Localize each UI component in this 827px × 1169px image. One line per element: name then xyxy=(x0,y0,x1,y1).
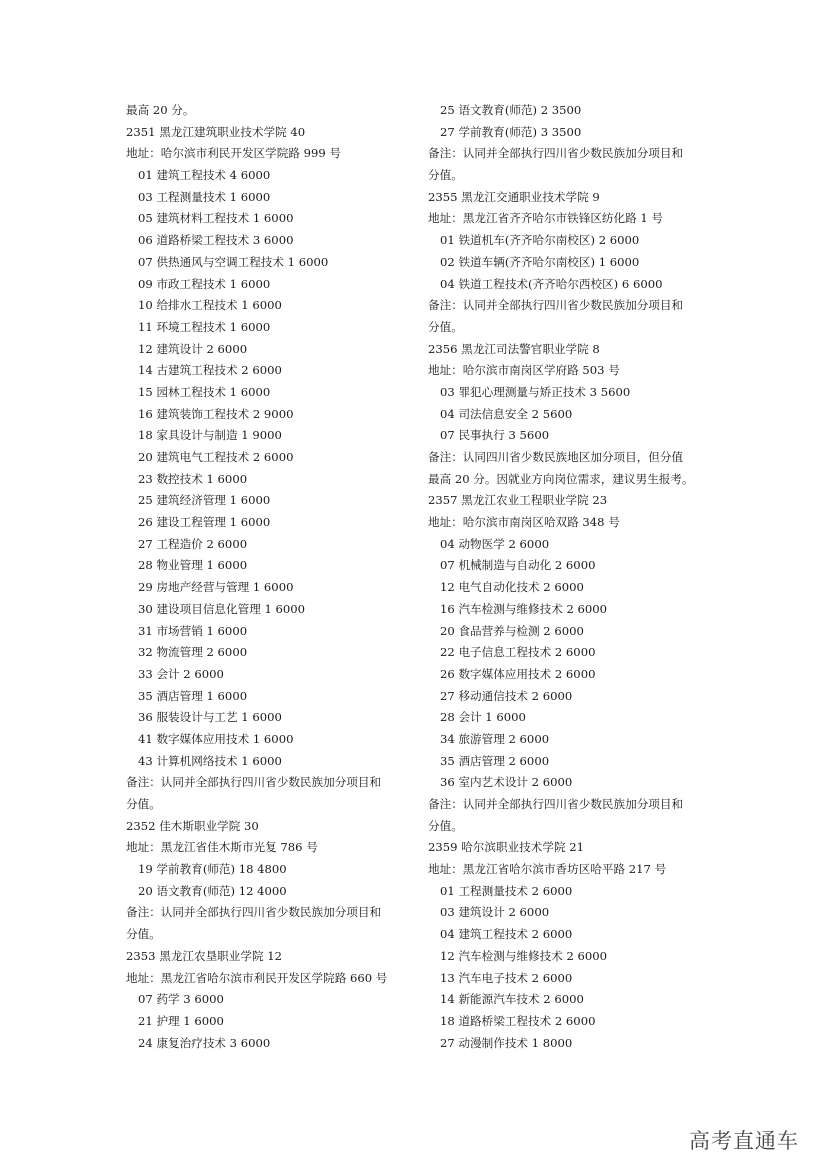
program-row: 19 学前教育(师范) 18 4800 xyxy=(138,862,287,877)
school-heading: 2355 黑龙江交通职业技术学院 9 xyxy=(428,189,600,204)
program-row: 36 室内艺术设计 2 6000 xyxy=(440,775,573,790)
text-line: 分值。 xyxy=(428,818,463,833)
school-heading: 2357 黑龙江农业工程职业学院 23 xyxy=(428,493,608,508)
program-row: 14 古建筑工程技术 2 6000 xyxy=(138,363,282,378)
program-row: 35 酒店管理 2 6000 xyxy=(440,753,550,768)
program-row: 12 建筑设计 2 6000 xyxy=(138,341,248,356)
text-line: 备注：认同四川省少数民族地区加分项目，但分值 xyxy=(428,450,684,464)
text-line: 分值。 xyxy=(126,797,161,811)
program-row: 31 市场营销 1 6000 xyxy=(138,623,248,638)
program-row: 03 建筑设计 2 6000 xyxy=(440,905,550,920)
watermark-logo: 高考直通车 xyxy=(689,1129,799,1153)
text-line: 备注：认同并全部执行四川省少数民族加分项目和 xyxy=(428,298,684,313)
program-row: 27 工程造价 2 6000 xyxy=(138,536,248,551)
program-row: 26 数字媒体应用技术 2 6000 xyxy=(440,666,596,681)
program-row: 24 康复治疗技术 3 6000 xyxy=(138,1035,271,1050)
program-row: 32 物流管理 2 6000 xyxy=(138,645,248,660)
text-line: 分值。 xyxy=(428,319,463,334)
text-line: 地址：哈尔滨市南岗区学府路 503 号 xyxy=(428,363,620,378)
text-line: 分值。 xyxy=(428,168,463,183)
text-line: 备注：认同并全部执行四川省少数民族加分项目和 xyxy=(126,775,382,790)
program-row: 20 建筑电气工程技术 2 6000 xyxy=(138,450,294,464)
text-line: 地址：哈尔滨市南岗区哈双路 348 号 xyxy=(428,515,620,530)
program-row: 06 道路桥梁工程技术 3 6000 xyxy=(138,233,294,248)
program-row: 16 汽车检测与维修技术 2 6000 xyxy=(440,601,608,616)
school-heading: 2359 哈尔滨职业技术学院 21 xyxy=(428,840,584,855)
program-row: 15 园林工程技术 1 6000 xyxy=(138,384,271,399)
program-row: 07 药学 3 6000 xyxy=(138,992,224,1007)
program-row: 23 数控技术 1 6000 xyxy=(138,471,248,486)
program-row: 41 数字媒体应用技术 1 6000 xyxy=(138,731,294,746)
program-row: 11 环境工程技术 1 6000 xyxy=(138,319,271,334)
program-row: 20 食品营养与检测 2 6000 xyxy=(440,623,584,638)
program-row: 07 供热通风与空调工程技术 1 6000 xyxy=(138,254,329,269)
program-row: 09 市政工程技术 1 6000 xyxy=(138,276,271,291)
program-row: 21 护理 1 6000 xyxy=(138,1013,224,1028)
text-line: 分值。 xyxy=(126,927,161,942)
program-row: 02 铁道车辆(齐齐哈尔南校区) 1 6000 xyxy=(440,254,640,269)
program-row: 04 建筑工程技术 2 6000 xyxy=(440,927,573,942)
program-row: 22 电子信息工程技术 2 6000 xyxy=(440,645,596,660)
text-line: 地址：黑龙江省佳木斯市光复 786 号 xyxy=(126,840,318,855)
school-heading: 2353 黑龙江农垦职业学院 12 xyxy=(126,948,282,963)
left-column xyxy=(126,100,416,1054)
program-row: 07 机械制造与自动化 2 6000 xyxy=(440,558,596,573)
program-row: 29 房地产经营与管理 1 6000 xyxy=(138,580,294,595)
program-row: 28 物业管理 1 6000 xyxy=(138,558,248,573)
program-row: 07 民事执行 3 5600 xyxy=(440,428,550,443)
program-row: 33 会计 2 6000 xyxy=(138,666,224,681)
program-row: 03 工程测量技术 1 6000 xyxy=(138,189,271,204)
school-heading: 2352 佳木斯职业学院 30 xyxy=(126,818,259,833)
school-heading: 2356 黑龙江司法警官职业学院 8 xyxy=(428,341,600,356)
program-row: 12 电气自动化技术 2 6000 xyxy=(440,580,584,595)
program-row: 27 动漫制作技术 1 8000 xyxy=(440,1035,573,1050)
text-line: 地址：哈尔滨市利民开发区学院路 999 号 xyxy=(126,146,342,161)
program-row: 28 会计 1 6000 xyxy=(440,710,526,725)
program-row: 16 建筑装饰工程技术 2 9000 xyxy=(138,406,294,421)
program-row: 04 铁道工程技术(齐齐哈尔西校区) 6 6000 xyxy=(440,276,663,291)
text-line: 备注：认同并全部执行四川省少数民族加分项目和 xyxy=(428,146,684,161)
right-column xyxy=(428,100,728,1054)
program-row: 20 语文教育(师范) 12 4000 xyxy=(138,883,287,898)
program-row: 18 家具设计与制造 1 9000 xyxy=(138,428,282,443)
program-row: 01 工程测量技术 2 6000 xyxy=(440,883,573,898)
program-row: 10 给排水工程技术 1 6000 xyxy=(138,298,282,313)
program-row: 35 酒店管理 1 6000 xyxy=(138,688,248,703)
text-line: 最高 20 分。因就业方向岗位需求，建议男生报考。 xyxy=(428,471,694,486)
program-row: 27 学前教育(师范) 3 3500 xyxy=(440,124,582,139)
program-row: 05 建筑材料工程技术 1 6000 xyxy=(138,211,294,226)
program-row: 04 动物医学 2 6000 xyxy=(440,536,550,551)
text-line: 地址：黑龙江省哈尔滨市香坊区哈平路 217 号 xyxy=(428,862,667,877)
school-heading: 2351 黑龙江建筑职业技术学院 40 xyxy=(126,124,306,139)
program-row: 26 建设工程管理 1 6000 xyxy=(138,515,271,530)
program-row: 27 移动通信技术 2 6000 xyxy=(440,688,573,703)
text-line: 备注：认同并全部执行四川省少数民族加分项目和 xyxy=(428,797,684,811)
program-row: 14 新能源汽车技术 2 6000 xyxy=(440,992,584,1007)
program-row: 43 计算机网络技术 1 6000 xyxy=(138,753,282,768)
program-row: 04 司法信息安全 2 5600 xyxy=(440,406,573,421)
program-row: 01 铁道机车(齐齐哈尔南校区) 2 6000 xyxy=(440,233,640,248)
text-line: 地址：黑龙江省哈尔滨市利民开发区学院路 660 号 xyxy=(126,970,388,985)
program-row: 12 汽车检测与维修技术 2 6000 xyxy=(440,948,608,963)
program-row: 36 服装设计与工艺 1 6000 xyxy=(138,710,282,725)
text-line: 备注：认同并全部执行四川省少数民族加分项目和 xyxy=(126,905,382,920)
program-row: 25 语文教育(师范) 2 3500 xyxy=(440,103,582,117)
program-row: 25 建筑经济管理 1 6000 xyxy=(138,493,271,508)
text-line: 最高 20 分。 xyxy=(126,103,195,117)
program-row: 03 罪犯心理测量与矫正技术 3 5600 xyxy=(440,384,631,399)
text-line: 地址：黑龙江省齐齐哈尔市铁锋区纺化路 1 号 xyxy=(428,211,664,226)
program-row: 01 建筑工程技术 4 6000 xyxy=(138,168,271,183)
program-row: 30 建设项目信息化管理 1 6000 xyxy=(138,601,306,616)
program-row: 18 道路桥梁工程技术 2 6000 xyxy=(440,1013,596,1028)
program-row: 34 旅游管理 2 6000 xyxy=(440,731,550,746)
program-row: 13 汽车电子技术 2 6000 xyxy=(440,970,573,985)
